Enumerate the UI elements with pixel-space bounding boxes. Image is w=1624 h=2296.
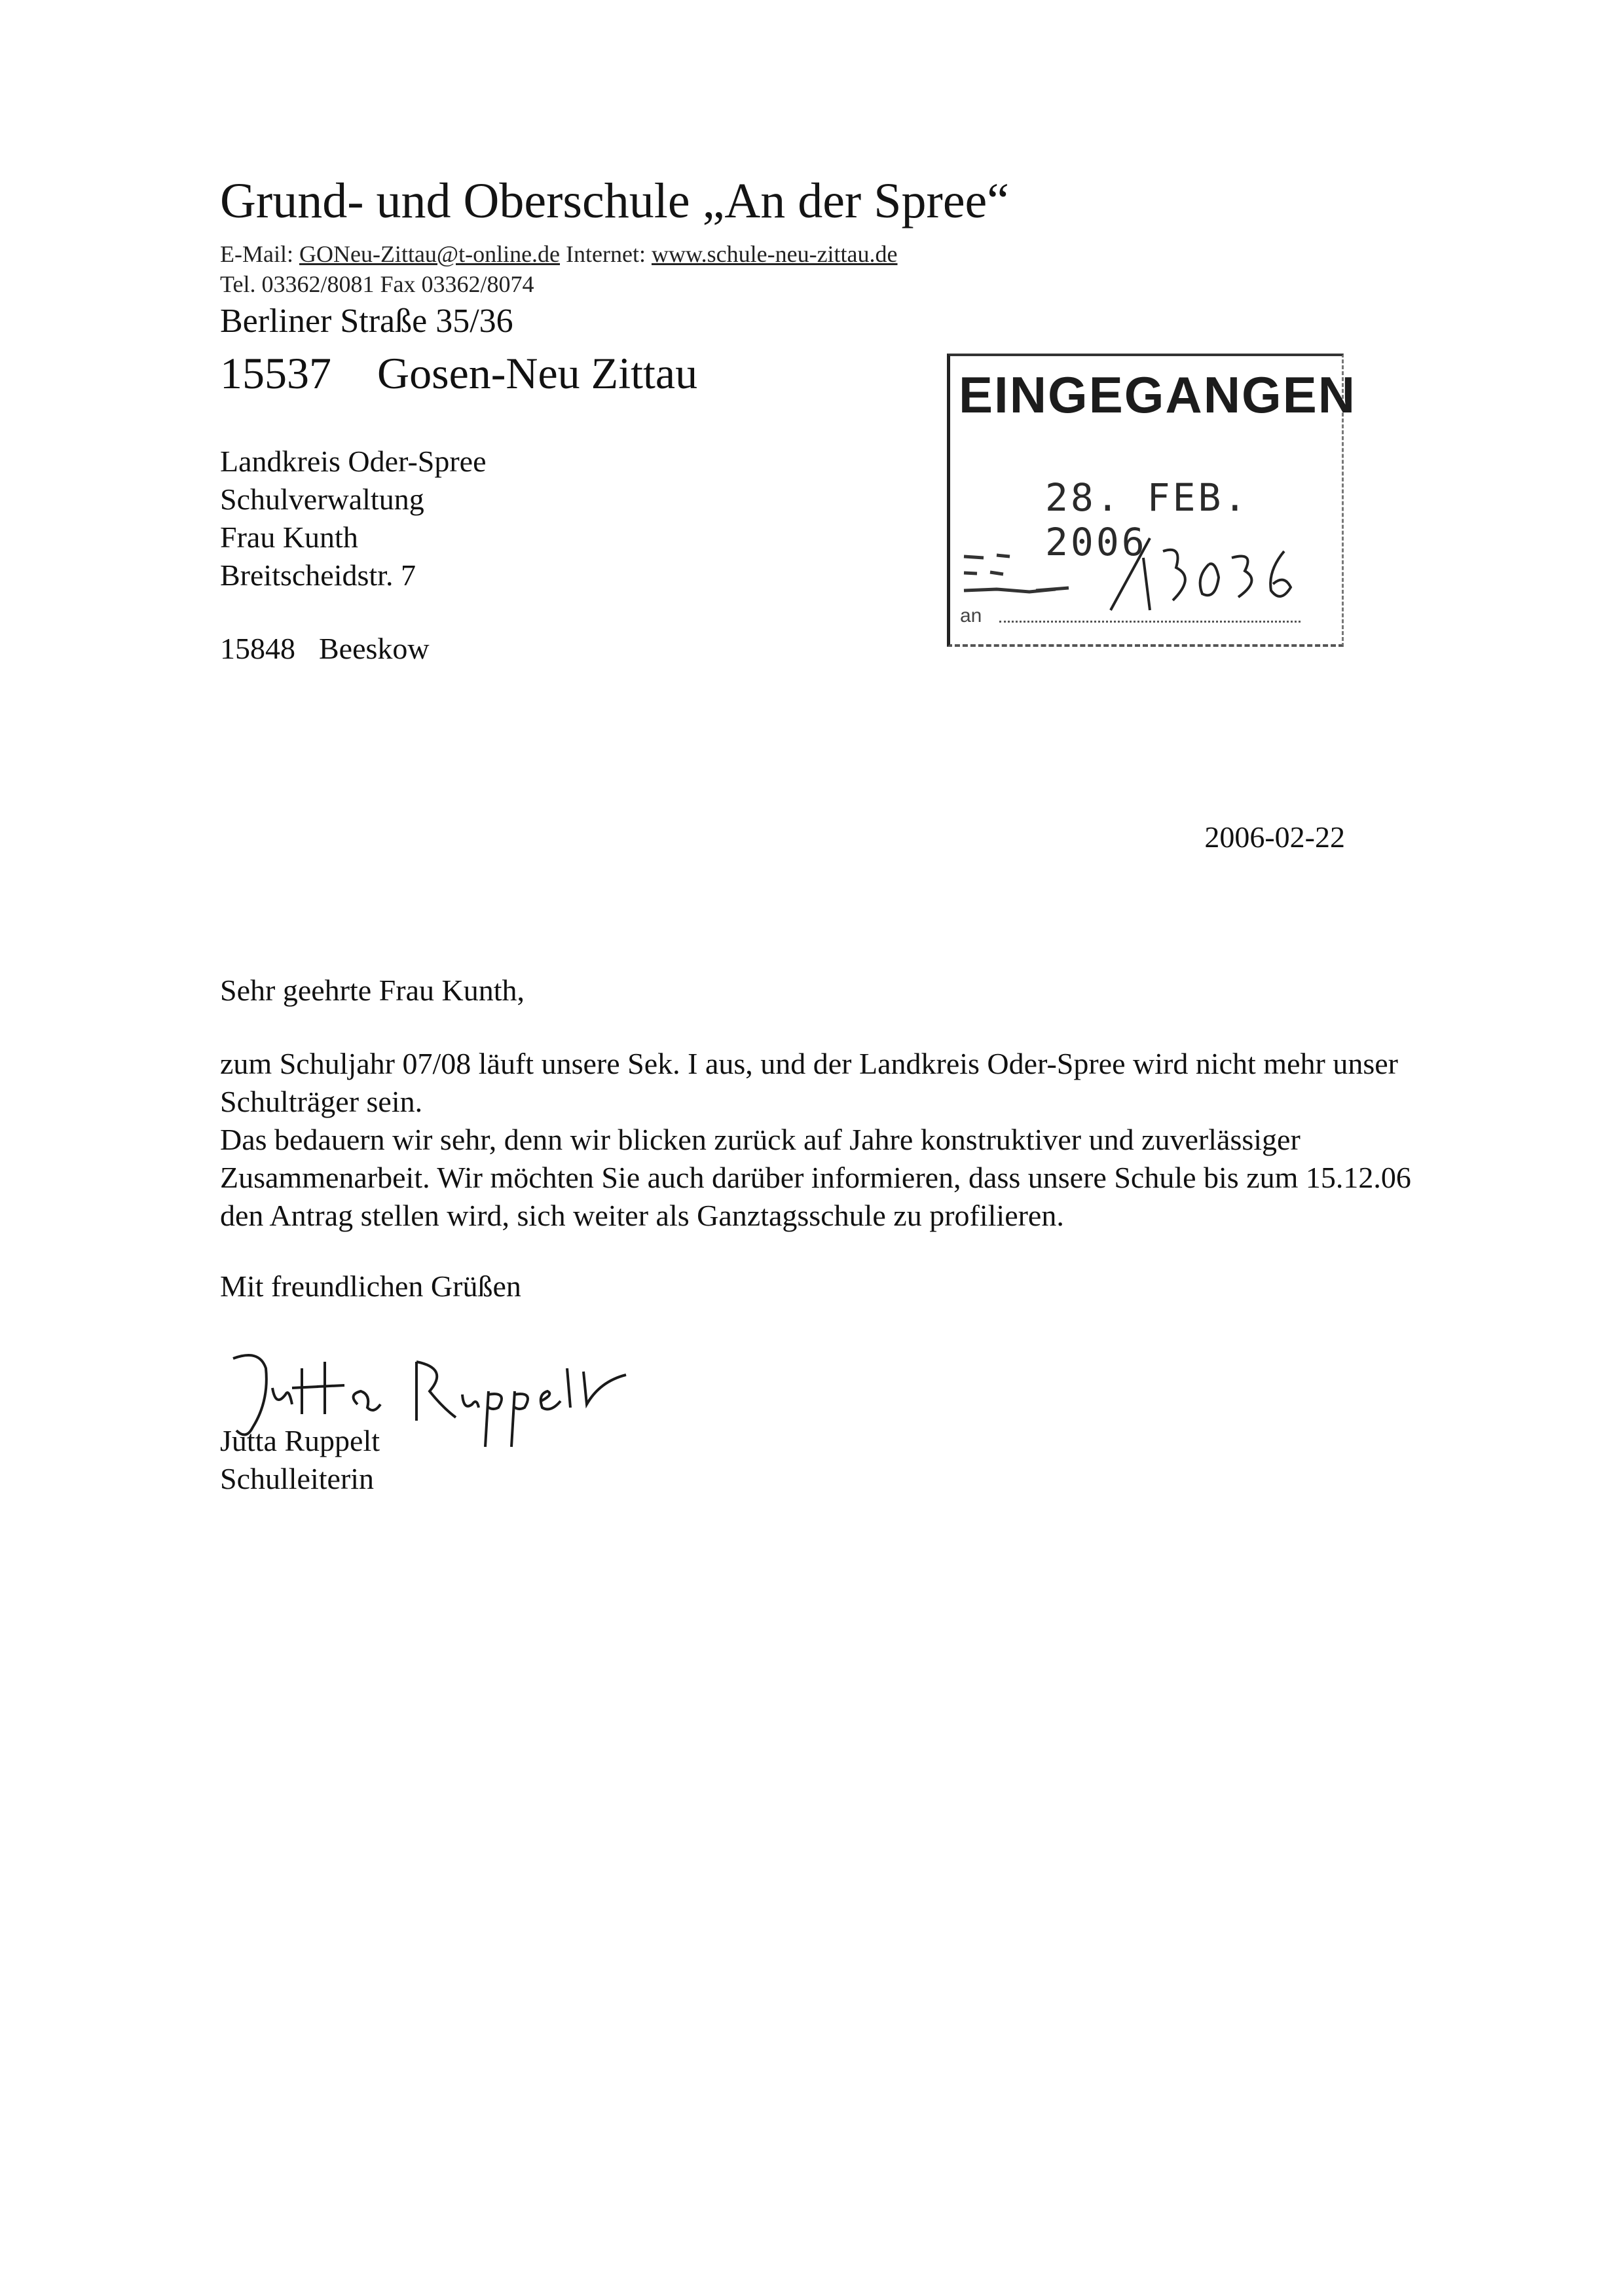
school-name: Grund- und Oberschule „An der Spree“ xyxy=(220,173,1010,228)
stamp-dotted-line xyxy=(999,621,1301,623)
email-label: E-Mail: xyxy=(220,241,293,267)
internet-label: Internet: xyxy=(566,241,646,267)
letter-date: 2006-02-22 xyxy=(1204,820,1345,854)
stamp-heading: EINGEGANGEN xyxy=(959,366,1357,424)
stamp-an-label: an xyxy=(960,605,982,627)
salutation: Sehr geehrte Frau Kunth, xyxy=(220,974,525,1007)
sender-postal-code: 15537 xyxy=(220,348,331,398)
recipient-city: Beeskow xyxy=(319,632,430,665)
body-paragraph-1: zum Schuljahr 07/08 läuft unsere Sek. I aus, und der Landkreis Oder-Spree wird nicht mehr unser Schulträger sein. xyxy=(220,1047,1398,1118)
sender-city-line xyxy=(220,347,697,399)
website-link[interactable]: www.schule-neu-zittau.de xyxy=(651,241,898,267)
recipient-line-1: Landkreis Oder-Spree xyxy=(220,445,487,478)
recipient-line-3: Frau Kunth xyxy=(220,520,358,554)
signatory-name: Jutta Ruppelt xyxy=(220,1424,380,1457)
contact-line xyxy=(220,240,898,268)
sender-street: Berliner Straße 35/36 xyxy=(220,302,513,340)
stamp-date: 28. FEB. 2006 xyxy=(1045,475,1249,564)
recipient-line-4: Breitscheidstr. 7 xyxy=(220,558,416,592)
letter-body xyxy=(220,1045,1451,1235)
phone-fax-line: Tel. 03362/8081 Fax 03362/8074 xyxy=(220,271,534,297)
stamp-handwritten-number xyxy=(1104,532,1301,623)
closing: Mit freundlichen Grüßen xyxy=(220,1269,521,1303)
received-stamp xyxy=(947,354,1357,648)
email-link[interactable]: GONeu-Zittau@t-online.de xyxy=(299,241,561,267)
body-paragraph-2: Das bedauern wir sehr, denn wir blicken zurück auf Jahre konstruktiver und zuverlässiger Zusammenarbeit. Wir möchten Sie auch darüber informieren, dass unsere Schule bis zum 15.12.06 den Antrag stellen wird, sich weiter als Ganztagsschule zu profilieren. xyxy=(220,1123,1411,1232)
signatory-title: Schulleiterin xyxy=(220,1462,375,1495)
sender-city: Gosen-Neu Zittau xyxy=(377,348,698,398)
recipient-city-line xyxy=(220,630,430,668)
recipient-postal-code: 15848 xyxy=(220,632,295,665)
recipient-line-2: Schulverwaltung xyxy=(220,483,424,516)
stamp-smudge xyxy=(957,543,1088,602)
